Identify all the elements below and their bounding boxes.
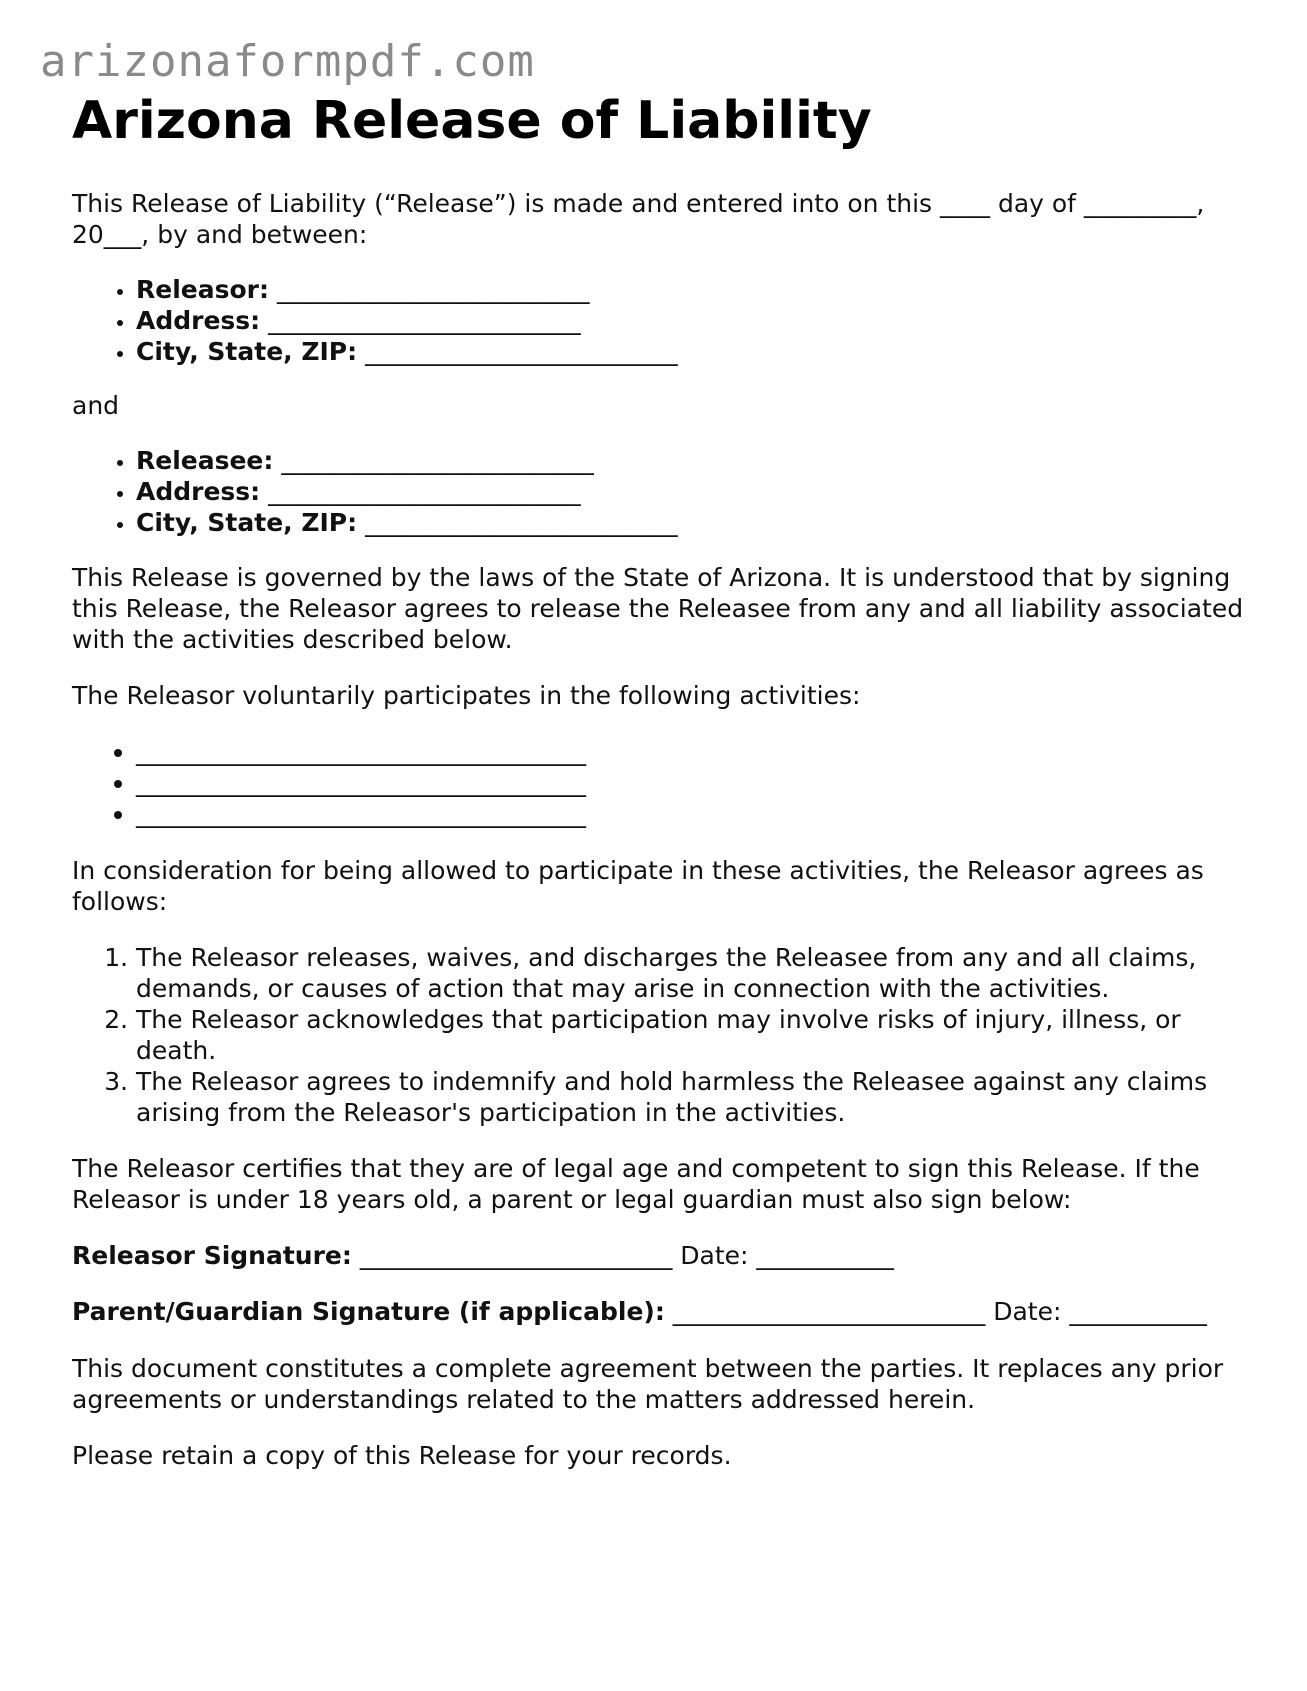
releasee-details-list [72,445,1252,538]
releasor-date-label: Date: [680,1240,749,1270]
releasor-signature-blank: _________________________ [359,1240,673,1270]
activities-intro: The Releasor voluntarily participates in the following activities: [72,680,861,710]
retain-copy-note: Please retain a copy of this Release for your records. [72,1440,732,1470]
entire-agreement-paragraph: This document constitutes a complete agreement between the parties. It replaces any prior agreements or understandings related to the matters addressed herein. [72,1353,1224,1414]
releasee-city-blank: _________________________ [365,507,678,537]
releasor-city-label: City, State, ZIP: [136,336,358,366]
releasor-name-label: Releasor: [136,274,269,304]
consideration-paragraph: In consideration for being allowed to participate in these activities, the Releasor agrees as follows: [72,855,1204,916]
certification-paragraph: The Releasor certifies that they are of legal age and competent to sign this Release. If the Releasor is under 18 years old, a parent or legal guardian must also sign below: [72,1153,1200,1214]
releasee-address-label: Address: [136,476,261,506]
releasee-name-label: Releasee: [136,445,274,475]
releasee-name-item [136,445,1252,476]
activity-item: • ____________________________________ [136,798,1252,829]
activity-item: • ____________________________________ [136,736,1252,767]
releasee-address-blank: _________________________ [268,476,581,506]
term-item: 3. The Releasor agrees to indemnify and hold harmless the Releasee against any claims arising from the Releasor's participation in the activities. [136,1066,1252,1128]
releasor-city-item [136,336,1252,367]
terms-list [72,942,1252,1128]
releasor-name-item [136,274,1252,305]
term-item: 1. The Releasor releases, waives, and discharges the Releasee from any and all claims, demands, or causes of action that may arise in connection with the activities. [136,942,1252,1004]
releasor-address-label: Address: [136,305,261,335]
releasor-city-blank: _________________________ [365,336,678,366]
releasee-city-label: City, State, ZIP: [136,507,358,537]
guardian-date-blank: ___________ [1069,1296,1207,1326]
releasor-address-blank: _________________________ [268,305,581,335]
releasee-address-item [136,476,1252,507]
governing-law-paragraph: This Release is governed by the laws of the State of Arizona. It is understood that by signing this Release, the Releasor agrees to release the Releasee from any and all liability associated with the activities described below. [72,562,1244,654]
releasee-city-item [136,507,1252,538]
releasee-name-blank: _________________________ [281,445,594,475]
releasor-signature-label: Releasor Signature: [72,1240,352,1270]
term-item: 2. The Releasor acknowledges that participation may involve risks of injury, illness, or death. [136,1004,1252,1066]
releasor-name-blank: _________________________ [276,274,590,304]
releasor-signature-line [72,1240,1252,1271]
guardian-signature-label: Parent/Guardian Signature (if applicable): [72,1296,665,1326]
releasor-address-item [136,305,1252,336]
intro-paragraph: This Release of Liability (“Release”) is made and entered into on this ____ day of _________, 20___, by and between: [72,188,1205,249]
document-page [72,92,1252,1471]
activity-item: • ____________________________________ [136,767,1252,798]
releasor-date-blank: ___________ [756,1240,894,1270]
watermark: arizonaformpdf.com [40,36,535,87]
releasor-details-list [72,274,1252,367]
guardian-signature-line [72,1296,1252,1327]
guardian-signature-blank: _________________________ [672,1296,986,1326]
page-title: Arizona Release of Liability [72,91,872,151]
and-text: and [72,390,120,420]
activities-list [72,736,1252,829]
guardian-date-label: Date: [993,1296,1062,1326]
